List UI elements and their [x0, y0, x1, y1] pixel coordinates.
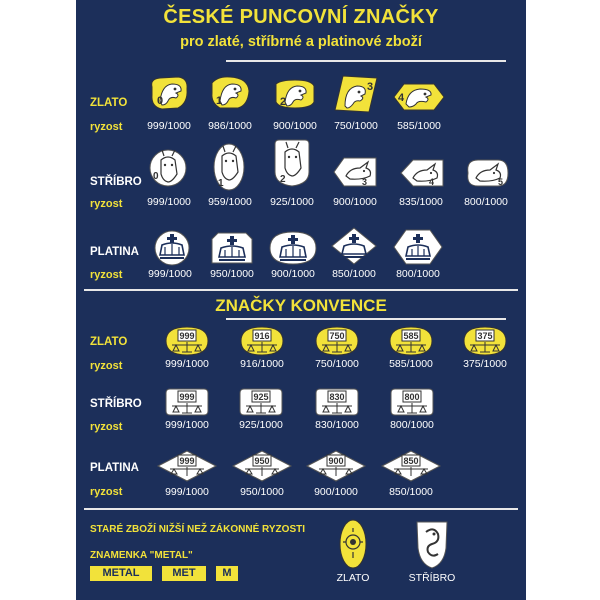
convention-title: ZNAČKY KONVENCE [215, 296, 387, 315]
silver-fineness: 925/1000 [270, 196, 314, 208]
eagle-mark-icon [392, 82, 446, 112]
row-label-platinum: PLATINA [90, 246, 139, 258]
convention-gold-mark-icon [162, 325, 212, 357]
convention-silver-mark-icon [162, 387, 212, 417]
eagle-mark-icon [208, 75, 252, 111]
crown-mark-icon [392, 228, 444, 266]
met-box: MET [162, 566, 206, 581]
gold-fineness: 585/1000 [397, 120, 441, 132]
footer-divider [84, 508, 518, 510]
row-label-gold: ZLATO [90, 97, 128, 109]
platinum-fineness: 999/1000 [148, 268, 192, 280]
convention-mark-number: 925 [253, 392, 269, 402]
old-silver-mark-icon [414, 518, 450, 570]
convention-platinum-mark-icon [305, 449, 367, 483]
convention-platinum-mark-icon [380, 449, 442, 483]
silver-fineness: 900/1000 [333, 196, 377, 208]
convention-mark-number: 585 [403, 331, 419, 341]
convention-silver-fineness: 999/1000 [165, 419, 209, 431]
convention-platinum-fineness: 950/1000 [240, 486, 284, 498]
ryzost-label-convention-platinum: ryzost [90, 486, 123, 498]
ryzost-label-platinum: ryzost [90, 269, 123, 281]
convention-platinum-mark-icon [231, 449, 293, 483]
convention-silver-fineness: 800/1000 [390, 419, 434, 431]
eagle-mark-icon [333, 74, 379, 114]
goat-head-mark-icon [273, 138, 311, 188]
gold-digit: 3 [367, 81, 374, 93]
convention-mark-number: 375 [477, 331, 493, 341]
convention-gold-mark-icon [460, 325, 510, 357]
convention-silver-mark-icon [387, 387, 437, 417]
convention-mark-number: 800 [404, 392, 420, 402]
ryzost-label-silver: ryzost [90, 198, 123, 210]
ryzost-label-gold: ryzost [90, 121, 123, 133]
convention-silver-fineness: 925/1000 [239, 419, 283, 431]
convention-mark-number: 950 [254, 456, 270, 466]
convention-platinum-fineness: 850/1000 [389, 486, 433, 498]
section-divider [84, 289, 518, 291]
silver-fineness: 800/1000 [464, 196, 508, 208]
silver-digit: 1 [218, 178, 224, 189]
row-label-convention-silver: STŘÍBRO [90, 398, 142, 410]
convention-silver-fineness: 830/1000 [315, 419, 359, 431]
goat-head-mark-icon [148, 148, 188, 188]
gold-digit: 4 [398, 92, 405, 104]
gold-fineness: 750/1000 [334, 120, 378, 132]
gold-fineness: 999/1000 [147, 120, 191, 132]
old-goods-note: STARÉ ZBOŽÍ NIŽŠÍ NEŽ ZÁKONNÉ RYZOSTI [90, 524, 305, 535]
convention-silver-mark-icon [312, 387, 362, 417]
gold-digit: 1 [216, 95, 223, 107]
page-subtitle: pro zlaté, stříbrné a platinové zboží [180, 34, 422, 50]
convention-gold-mark-icon [237, 325, 287, 357]
page-title: ČESKÉ PUNCOVNÍ ZNAČKY [163, 6, 439, 28]
row-label-silver: STŘÍBRO [90, 176, 142, 188]
convention-gold-mark-icon [312, 325, 362, 357]
old-gold-mark-icon [338, 518, 368, 570]
old-silver-caption: STŘÍBRO [408, 572, 456, 584]
convention-gold-fineness: 916/1000 [240, 358, 284, 370]
convention-mark-number: 999 [179, 392, 195, 402]
crown-mark-icon [330, 226, 378, 266]
old-gold-caption: ZLATO [336, 572, 370, 584]
metal-signs-label: ZNAMENKA "METAL" [90, 550, 193, 561]
convention-platinum-mark-icon [156, 449, 218, 483]
row-label-convention-platinum: PLATINA [90, 462, 139, 474]
platinum-fineness: 850/1000 [332, 268, 376, 280]
convention-platinum-fineness: 900/1000 [314, 486, 358, 498]
convention-gold-fineness: 585/1000 [389, 358, 433, 370]
gold-fineness: 900/1000 [273, 120, 317, 132]
gold-digit: 2 [280, 96, 287, 108]
convention-gold-mark-icon [386, 325, 436, 357]
crown-mark-icon [152, 229, 192, 267]
silver-fineness: 959/1000 [208, 196, 252, 208]
convention-mark-number: 850 [403, 456, 419, 466]
silver-digit: 0 [153, 171, 159, 182]
silver-fineness: 999/1000 [147, 196, 191, 208]
convention-gold-fineness: 750/1000 [315, 358, 359, 370]
convention-mark-number: 750 [329, 331, 345, 341]
hare-mark-icon [399, 158, 445, 188]
hare-mark-icon [332, 156, 378, 188]
gold-digit: 0 [157, 95, 164, 107]
convention-mark-number: 999 [179, 456, 195, 466]
metal-box: METAL [90, 566, 152, 581]
crown-mark-icon [210, 231, 254, 265]
silver-digit: 4 [429, 177, 435, 187]
goat-head-mark-icon [212, 142, 246, 192]
convention-mark-number: 999 [179, 331, 195, 341]
platinum-fineness: 900/1000 [271, 268, 315, 280]
platinum-fineness: 950/1000 [210, 268, 254, 280]
eagle-mark-icon [148, 75, 190, 111]
convention-mark-number: 830 [329, 392, 345, 402]
eagle-mark-icon [273, 78, 317, 110]
convention-silver-mark-icon [236, 387, 286, 417]
platinum-fineness: 800/1000 [396, 268, 440, 280]
convention-gold-fineness: 375/1000 [463, 358, 507, 370]
hare-mark-icon [464, 158, 510, 188]
silver-digit: 3 [362, 177, 368, 187]
gold-fineness: 986/1000 [208, 120, 252, 132]
m-box: M [216, 566, 238, 581]
convention-mark-number: 900 [328, 456, 344, 466]
silver-fineness: 835/1000 [399, 196, 443, 208]
ryzost-label-convention-silver: ryzost [90, 421, 123, 433]
ryzost-label-convention-gold: ryzost [90, 360, 123, 372]
convention-underline [226, 318, 506, 320]
convention-platinum-fineness: 999/1000 [165, 486, 209, 498]
row-label-convention-gold: ZLATO [90, 336, 128, 348]
hallmark-poster [76, 0, 526, 600]
silver-digit: 5 [498, 177, 504, 187]
title-underline [226, 60, 506, 62]
crown-mark-icon [268, 230, 318, 266]
convention-mark-number: 916 [254, 331, 270, 341]
convention-gold-fineness: 999/1000 [165, 358, 209, 370]
silver-digit: 2 [280, 174, 286, 185]
